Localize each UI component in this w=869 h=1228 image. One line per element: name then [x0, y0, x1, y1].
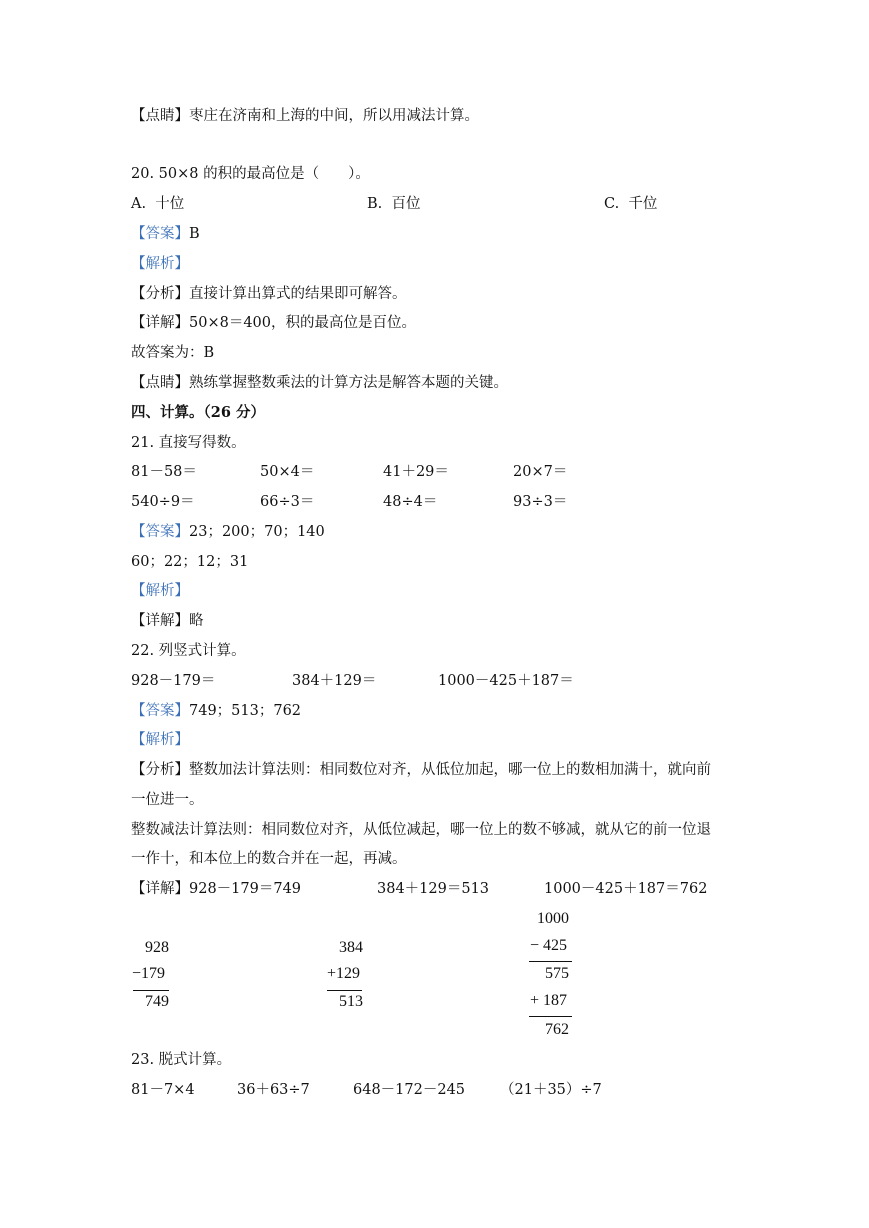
vertical3-rule2 — [529, 1016, 572, 1017]
vertical1-top: 928 — [145, 939, 169, 956]
q23-question: 23. 脱式计算。 — [131, 1052, 232, 1068]
xiangjie-tag: 【详解】 — [131, 613, 189, 629]
vertical3-mid: 575 — [545, 965, 569, 982]
q22-fenxi-sub: 整数减法计算法则：相同数位对齐，从低位减起，哪一位上的数不够减，就从它的前一位退 — [131, 822, 711, 838]
q22-fenxi-cont: 一位进一。 — [131, 792, 204, 808]
vertical2-rule — [327, 990, 362, 991]
fenxi-tag: 【分析】 — [131, 286, 189, 302]
q20-xiangjie — [131, 313, 416, 333]
q23-expr: 81－7×4 — [131, 1082, 195, 1098]
q21-expr: 48÷4＝ — [383, 494, 438, 510]
vertical3-op1: − 425 — [530, 937, 568, 954]
vertical1-op: −179 — [132, 965, 166, 982]
q22-fenxi-sub-cont: 一作十，和本位上的数合并在一起，再减。 — [131, 851, 407, 867]
answer-tag: 【答案】 — [131, 524, 189, 540]
q21-expr: 540÷9＝ — [131, 494, 195, 510]
xiangjie-result: 928－179＝749 — [189, 881, 302, 897]
q22-jiexi: 【解析】 — [131, 732, 189, 748]
q21-expr: 93÷3＝ — [513, 494, 568, 510]
fenxi-text: 整数加法计算法则：相同数位对齐，从低位加起，哪一位上的数相加满十，就向前 — [189, 762, 711, 778]
vertical1-result: 749 — [145, 993, 169, 1010]
fenxi-text: 直接计算出算式的结果即可解答。 — [189, 286, 407, 302]
q20-option-c: C. 千位 — [604, 196, 658, 212]
section-heading: 四、计算。（26 分） — [131, 404, 265, 421]
q22-fenxi — [131, 760, 711, 780]
q20-fenxi — [131, 284, 407, 304]
xiangjie-tag: 【详解】 — [131, 881, 189, 897]
dianjing-text: 熟练掌握整数乘法的计算方法是解答本题的关键。 — [189, 375, 508, 391]
fenxi-tag: 【分析】 — [131, 762, 189, 778]
q21-expr: 41＋29＝ — [383, 464, 449, 480]
q21-expr: 81－58＝ — [131, 464, 197, 480]
q22-expr: 384＋129＝ — [292, 673, 377, 689]
q21-expr: 20×7＝ — [513, 464, 568, 480]
answer-value: 749；513；762 — [189, 703, 302, 719]
vertical2-op: +129 — [327, 965, 361, 982]
xiangjie-text: 50×8＝400，积的最高位是百位。 — [189, 315, 417, 331]
q21-answer-row2: 60；22；12；31 — [131, 554, 249, 570]
q19-dianjing — [131, 106, 479, 126]
dianjing-text: 枣庄在济南和上海的中间，所以用减法计算。 — [189, 108, 479, 124]
q20-option-a: A. 十位 — [131, 196, 185, 212]
q20-question: 20. 50×8 的积的最高位是（ ）。 — [131, 166, 370, 182]
vertical2-top: 384 — [339, 939, 363, 956]
q21-jiexi: 【解析】 — [131, 583, 189, 599]
q22-xiangjie — [131, 879, 301, 899]
q22-answer — [131, 701, 301, 721]
q21-question: 21. 直接写得数。 — [131, 435, 246, 451]
xiangjie-result: 1000－425＋187＝762 — [544, 881, 708, 897]
vertical3-rule1 — [529, 961, 572, 962]
q23-expr: （21＋35）÷7 — [500, 1082, 602, 1098]
q20-conclusion: 故答案为：B — [131, 345, 215, 361]
q22-question: 22. 列竖式计算。 — [131, 643, 246, 659]
q20-answer — [131, 224, 200, 244]
vertical3-result: 762 — [545, 1021, 569, 1038]
q21-expr: 66÷3＝ — [260, 494, 315, 510]
q21-xiangjie — [131, 611, 204, 631]
xiangjie-tag: 【详解】 — [131, 315, 189, 331]
answer-value: B — [189, 226, 200, 242]
xiangjie-result: 384＋129＝513 — [377, 881, 490, 897]
q22-expr: 928－179＝ — [131, 673, 216, 689]
dianjing-tag: 【点睛】 — [131, 375, 189, 391]
answer-tag: 【答案】 — [131, 226, 189, 242]
q23-expr: 36＋63÷7 — [237, 1082, 310, 1098]
vertical3-op2: + 187 — [530, 992, 568, 1009]
answer-value: 23；200；70；140 — [189, 524, 325, 540]
xiangjie-text: 略 — [189, 613, 204, 629]
q20-jiexi: 【解析】 — [131, 256, 189, 272]
answer-tag: 【答案】 — [131, 703, 189, 719]
q21-answer — [131, 522, 325, 542]
q22-expr: 1000－425＋187＝ — [438, 673, 574, 689]
vertical3-top: 1000 — [537, 910, 569, 927]
q23-expr: 648－172－245 — [353, 1082, 466, 1098]
vertical2-result: 513 — [339, 993, 363, 1010]
vertical1-rule — [133, 990, 169, 991]
q21-expr: 50×4＝ — [260, 464, 315, 480]
q20-option-b: B. 百位 — [367, 196, 421, 212]
dianjing-tag: 【点睛】 — [131, 108, 189, 124]
q20-dianjing — [131, 373, 508, 393]
